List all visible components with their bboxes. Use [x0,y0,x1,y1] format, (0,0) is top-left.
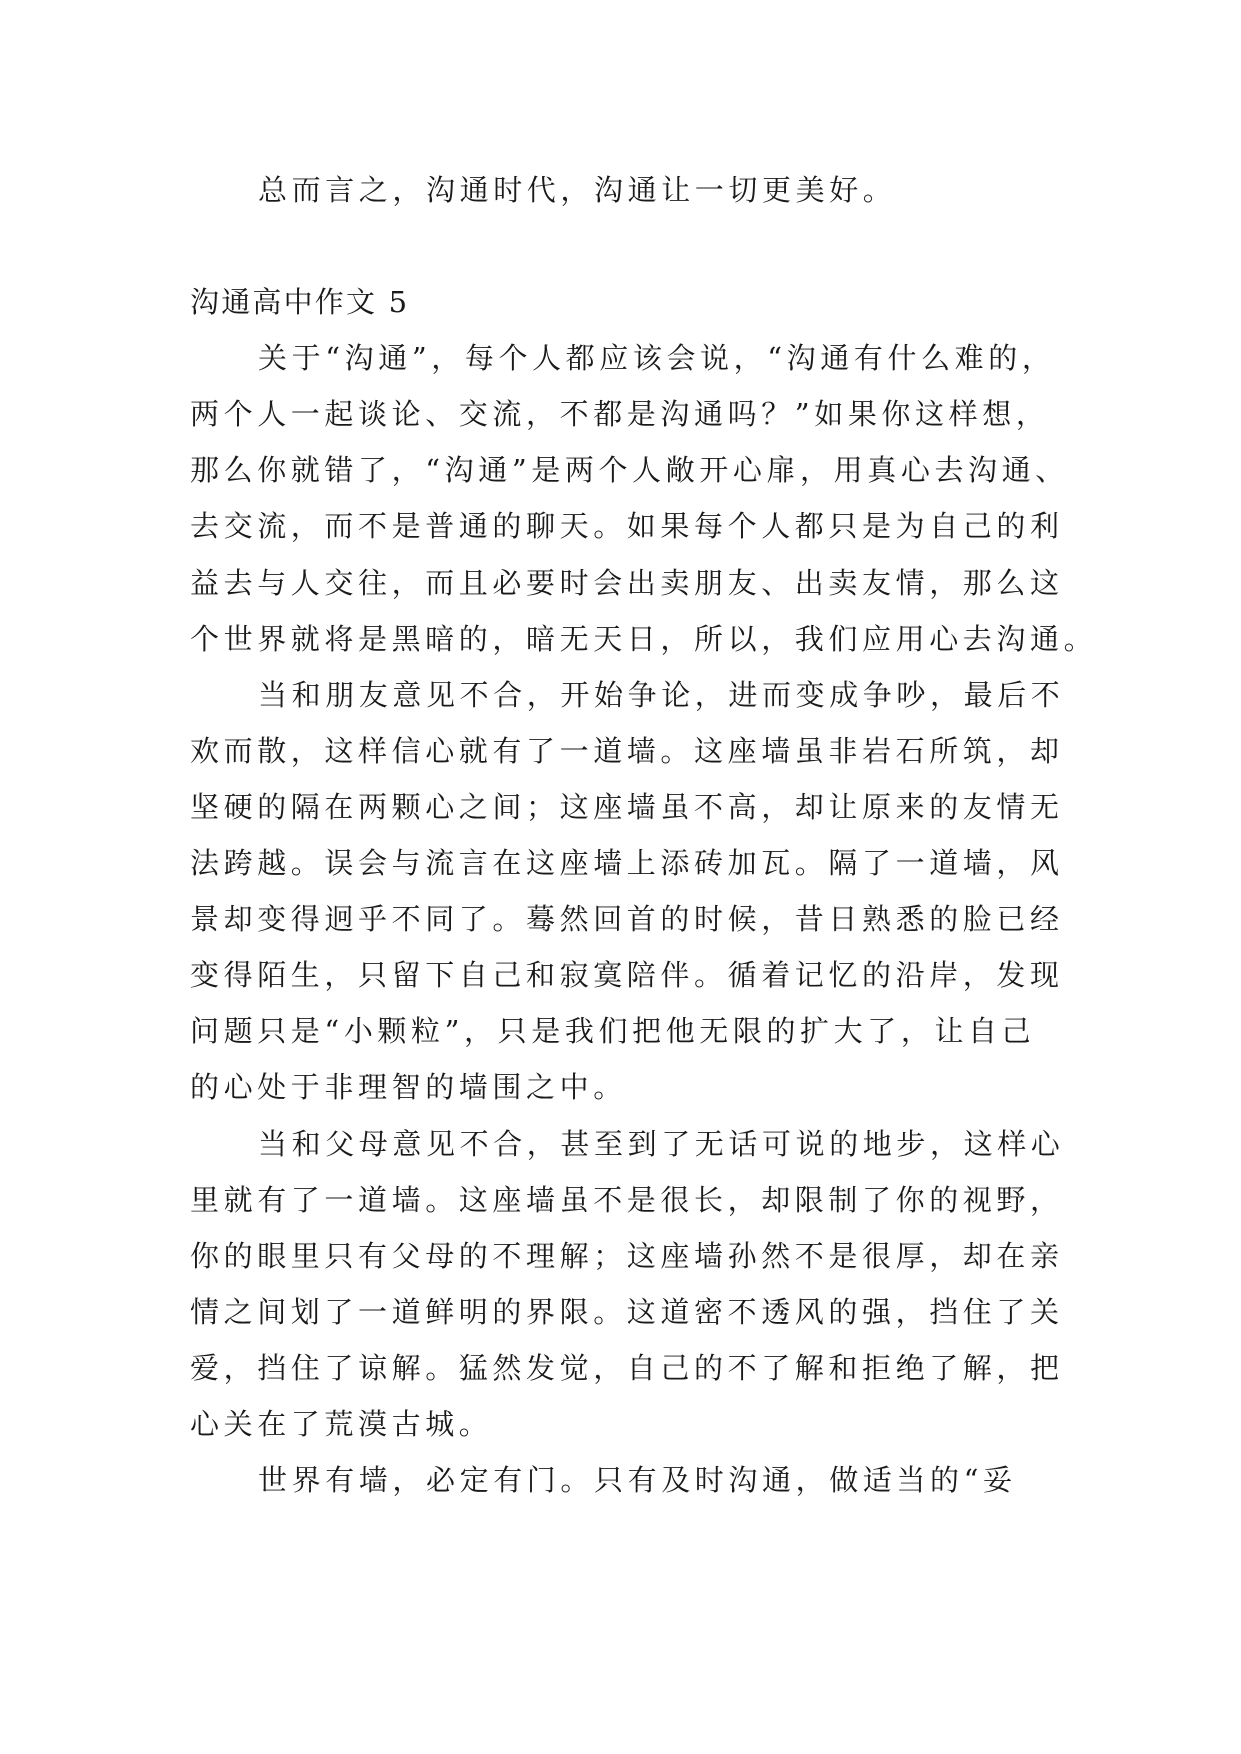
paragraph-line: 景却变得迥乎不同了。蓦然回首的时候，昔日熟悉的脸已经 [190,902,1064,936]
paragraph-line: 当和父母意见不合，甚至到了无话可说的地步，这样心 [258,1127,1065,1161]
paragraph-line: 心关在了荒漠古城。 [190,1407,493,1441]
paragraph-line: 爱，挡住了谅解。猛然发觉，自己的不了解和拒绝了解，把 [190,1351,1064,1385]
paragraph-line: 你的眼里只有父母的不理解；这座墙孙然不是很厚，却在亲 [190,1239,1064,1273]
paragraph-line: 世界有墙，必定有门。只有及时沟通，做适当的“妥 [258,1463,1017,1497]
paragraph-line: 坚硬的隔在两颗心之间；这座墙虽不高，却让原来的友情无 [190,790,1064,824]
paragraph-line: 那么你就错了，“沟通”是两个人敞开心扉，用真心去沟通、 [190,453,1069,487]
paragraph-line: 益去与人交往，而且必要时会出卖朋友、出卖友情，那么这 [190,566,1064,600]
paragraph-line: 问题只是“小颗粒”，只是我们把他无限的扩大了，让自己 [190,1014,1036,1048]
paragraph-line: 情之间划了一道鲜明的界限。这道密不透风的强，挡住了关 [190,1295,1064,1329]
paragraph-line: 法跨越。误会与流言在这座墙上添砖加瓦。隔了一道墙，风 [190,846,1064,880]
paragraph-line: 变得陌生，只留下自己和寂寞陪伴。循着记忆的沿岸，发现 [190,958,1064,992]
paragraph-line: 个世界就将是黑暗的，暗无天日，所以，我们应用心去沟通。 [190,622,1098,656]
paragraph-line: 关于“沟通”，每个人都应该会说，“沟通有什么难的， [258,341,1056,375]
paragraph-line: 里就有了一道墙。这座墙虽不是很长，却限制了你的视野， [190,1183,1064,1217]
paragraph-line: 两个人一起谈论、交流，不都是沟通吗？”如果你这样想， [190,397,1050,431]
paragraph-line: 去交流，而不是普通的聊天。如果每个人都只是为自己的利 [190,509,1064,543]
paragraph-line: 欢而散，这样信心就有了一道墙。这座墙虽非岩石所筑，却 [190,734,1064,768]
paragraph-line: 的心处于非理智的墙围之中。 [190,1070,627,1104]
paragraph-line: 当和朋友意见不合，开始争论，进而变成争吵，最后不 [258,678,1065,712]
paragraph-line: 总而言之，沟通时代，沟通让一切更美好。 [258,173,897,207]
section-title: 沟通高中作文 5 [190,285,410,319]
